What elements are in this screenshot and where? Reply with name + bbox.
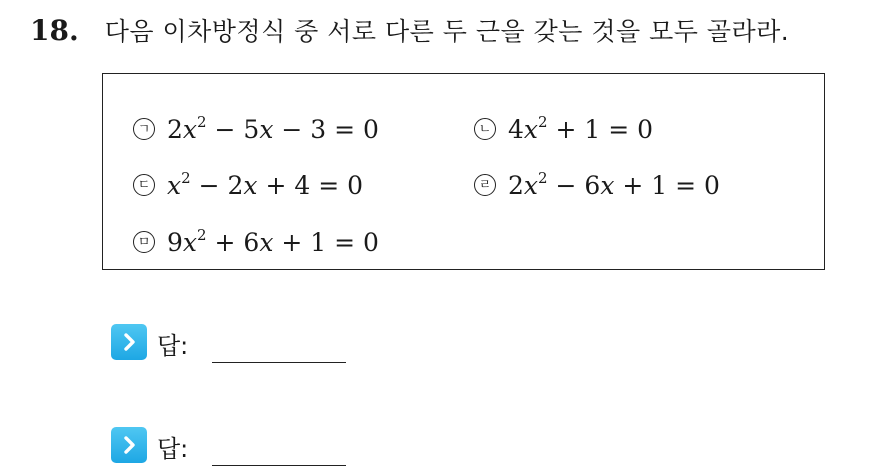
chevron-right-icon: [111, 427, 147, 463]
question-text: 다음 이차방정식 중 서로 다른 두 근을 갖는 것을 모두 골라라.: [104, 17, 790, 46]
choice-equation: $4x^2 + 1 = 0$: [508, 112, 654, 144]
choice-equation: $x^2 - 2x + 4 = 0$: [167, 168, 364, 200]
answer-label: 답:: [157, 332, 189, 360]
answer-label: 답:: [157, 435, 189, 463]
answer-blank[interactable]: [212, 431, 346, 466]
choice-3: [133, 168, 363, 202]
choice-marker: ㄷ: [133, 174, 155, 196]
choice-5: [133, 225, 379, 259]
question-header: [30, 10, 789, 50]
choice-equation: $2x^2 - 6x + 1 = 0$: [508, 168, 720, 200]
chevron-right-icon: [111, 324, 147, 360]
choice-equation: $9x^2 + 6x + 1 = 0$: [167, 225, 379, 257]
answer-row-2: [111, 427, 346, 467]
choice-marker: ㄴ: [474, 118, 496, 140]
question-number: 18.: [30, 13, 79, 47]
answer-row-1: [111, 324, 346, 364]
choice-marker: ㅁ: [133, 231, 155, 253]
choice-marker: ㄱ: [133, 118, 155, 140]
choice-1: [133, 112, 379, 146]
choice-equation: $2x^2 - 5x - 3 = 0$: [167, 112, 379, 144]
choice-2: [474, 112, 653, 146]
choice-marker: ㄹ: [474, 174, 496, 196]
answer-blank[interactable]: [212, 328, 346, 363]
choice-box: [102, 73, 825, 270]
choice-4: [474, 168, 720, 202]
